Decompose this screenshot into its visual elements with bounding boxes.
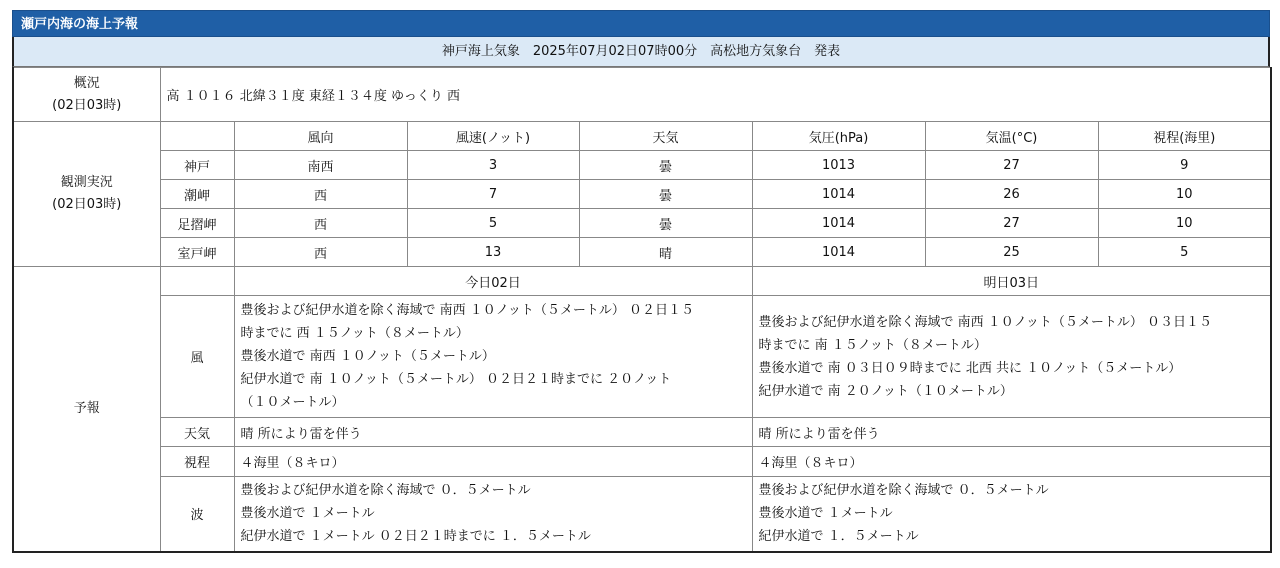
obs-cell: 9 <box>1098 151 1271 180</box>
panel-title: 瀬戸内海の海上予報 <box>12 10 1270 37</box>
wind-day1: 豊後および紀伊水道を除く海域で 南西 １０ノット（５メートル） ０２日１５ 時までに 西 １５ノット（８メートル） 豊後水道で 南西 １０ノット（５メートル） 紀伊水道で 南 １０ノット（５メートル） ０２日２１時までに ２０ノット （１０メートル） <box>234 296 752 418</box>
overview-row <box>13 68 1271 122</box>
wind-label: 風 <box>160 296 234 418</box>
table-row <box>13 209 1271 238</box>
table-row <box>13 151 1271 180</box>
station-header-blank <box>160 122 234 151</box>
forecast-visibility-row <box>13 447 1271 477</box>
table-row <box>13 238 1271 267</box>
overview-label: 概況 (02日03時) <box>13 68 160 122</box>
obs-cell: 7 <box>407 180 579 209</box>
header-pressure: 気圧(hPa) <box>752 122 925 151</box>
forecast-wave-row <box>13 477 1271 552</box>
obs-cell: 3 <box>407 151 579 180</box>
wind-day2: 豊後および紀伊水道を除く海域で 南西 １０ノット（５メートル） ０３日１５ 時までに 南 １５ノット（８メートル） 豊後水道で 南 ０３日０９時までに 北西 共に １０ノット（５メートル） 紀伊水道で 南 ２０ノット（１０メートル） <box>752 296 1271 418</box>
forecast-panel <box>12 10 1270 553</box>
obs-cell: 曇 <box>579 151 752 180</box>
wave-day2: 豊後および紀伊水道を除く海域で ０．５メートル 豊後水道で １メートル 紀伊水道で １．５メートル <box>752 477 1271 552</box>
obs-cell: 5 <box>407 209 579 238</box>
obs-cell: 南西 <box>234 151 407 180</box>
station-name: 神戸 <box>160 151 234 180</box>
obs-cell: 曇 <box>579 180 752 209</box>
obs-cell: 26 <box>925 180 1098 209</box>
forecast-label: 予報 <box>13 267 160 552</box>
observation-header-row <box>13 122 1271 151</box>
wave-label: 波 <box>160 477 234 552</box>
forecast-wind-row <box>13 296 1271 418</box>
table-row <box>13 180 1271 209</box>
header-temperature: 気温(°C) <box>925 122 1098 151</box>
forecast-header-row <box>13 267 1271 296</box>
obs-cell: 1014 <box>752 209 925 238</box>
obs-cell: 27 <box>925 209 1098 238</box>
weather-day1: 晴 所により雷を伴う <box>234 418 752 447</box>
header-wind-speed: 風速(ノット) <box>407 122 579 151</box>
obs-cell: 5 <box>1098 238 1271 267</box>
forecast-day2-header: 明日03日 <box>752 267 1271 296</box>
visibility-label: 視程 <box>160 447 234 477</box>
weather-label: 天気 <box>160 418 234 447</box>
obs-cell: 西 <box>234 238 407 267</box>
wave-day1: 豊後および紀伊水道を除く海域で ０．５メートル 豊後水道で １メートル 紀伊水道で １メートル ０２日２１時までに １．５メートル <box>234 477 752 552</box>
observation-label: 観測実況 (02日03時) <box>13 122 160 267</box>
obs-cell: 10 <box>1098 180 1271 209</box>
forecast-weather-row <box>13 418 1271 447</box>
station-name: 室戸岬 <box>160 238 234 267</box>
obs-cell: 25 <box>925 238 1098 267</box>
header-visibility: 視程(海里) <box>1098 122 1271 151</box>
forecast-header-blank <box>160 267 234 296</box>
station-name: 潮岬 <box>160 180 234 209</box>
forecast-day1-header: 今日02日 <box>234 267 752 296</box>
obs-cell: 曇 <box>579 209 752 238</box>
visibility-day1: ４海里（８キロ） <box>234 447 752 477</box>
obs-cell: 13 <box>407 238 579 267</box>
obs-cell: 晴 <box>579 238 752 267</box>
obs-cell: 10 <box>1098 209 1271 238</box>
obs-cell: 西 <box>234 209 407 238</box>
visibility-day2: ４海里（８キロ） <box>752 447 1271 477</box>
header-weather: 天気 <box>579 122 752 151</box>
obs-cell: 27 <box>925 151 1098 180</box>
obs-cell: 1014 <box>752 180 925 209</box>
forecast-table <box>12 67 1272 553</box>
issue-info: 神戸海上気象 2025年07月02日07時00分 高松地方気象台 発表 <box>12 37 1270 67</box>
obs-cell: 1014 <box>752 238 925 267</box>
overview-text: 高 １０１６ 北緯３１度 東経１３４度 ゆっくり 西 <box>160 68 1271 122</box>
station-name: 足摺岬 <box>160 209 234 238</box>
obs-cell: 西 <box>234 180 407 209</box>
weather-day2: 晴 所により雷を伴う <box>752 418 1271 447</box>
obs-cell: 1013 <box>752 151 925 180</box>
header-wind-direction: 風向 <box>234 122 407 151</box>
